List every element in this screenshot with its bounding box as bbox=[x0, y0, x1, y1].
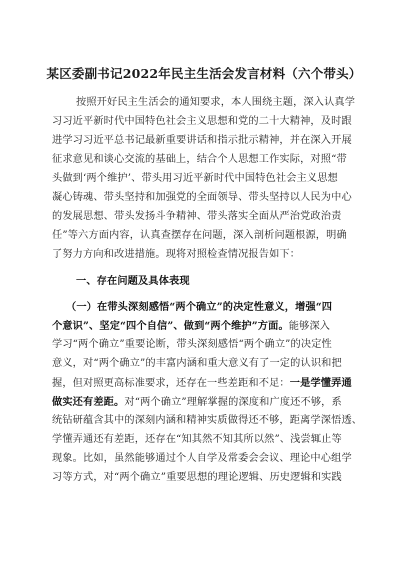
point-heading-cont: 做实还有差距。 bbox=[52, 396, 125, 408]
text-line: 了努力方向和改进措施。现将对照检查情况报告如下： bbox=[52, 249, 301, 260]
text-line: 学习“两个确立”重要论断，带头深刻感悟“两个确立”的决定性 bbox=[52, 339, 332, 350]
text-line: 统钻研蕴含其中的深刻内涵和精神实质做得还不够，距离学深悟透、 bbox=[52, 415, 363, 426]
text-segment: 握，但对照更高标准要求，还存在一些差距和不足： bbox=[52, 378, 290, 389]
text-line bbox=[52, 319, 330, 334]
text-line: 按照开好民主生活会的通知要求，本人围绕主题，深入认真学 bbox=[76, 97, 356, 108]
text-line: 征求意见和谈心交流的基础上，结合个人思想工作实际，对照“带 bbox=[52, 154, 347, 165]
text-line bbox=[52, 376, 352, 391]
text-line bbox=[52, 395, 342, 410]
subsection-heading: （一）在带头深刻感悟“两个确立”的决定性意义，增强“四 bbox=[66, 301, 333, 313]
text-line: 现象。比如，虽然能够通过个人自学及常委会会议、理论中心组学 bbox=[52, 453, 352, 464]
text-segment: 对“两个确立”理解掌握的深度和广度还不够，系 bbox=[124, 397, 342, 408]
subsection-heading-cont: 个意识”、坚定“四个自信”、做到“两个维护”方面。 bbox=[52, 320, 289, 332]
text-line: 进学习习近平总书记最新重要讲话和指示批示精神，并在深入开展 bbox=[52, 135, 352, 146]
text-line: 学懂弄通还有差距，还存在“知其然不知其所以然”、浅尝辄止等 bbox=[52, 434, 342, 445]
text-line: 头做到‘两个维护’、带头用习近平新时代中国特色社会主义思想 bbox=[52, 173, 338, 184]
text-line: 任”等六方面内容，认真查摆存在问题，深入剖析问题根源，明确 bbox=[52, 230, 347, 241]
text-line: 意义，对“两个确立”的丰富内涵和重大意义有了一定的认识和把 bbox=[52, 358, 342, 369]
document-title: 某区委副书记2022年民主生活会发言材料（六个带头） bbox=[46, 66, 362, 81]
text-line: 习习近平新时代中国特色社会主义思想和党的二十大精神，及时跟 bbox=[52, 116, 352, 127]
text-segment: 能够深入 bbox=[288, 321, 331, 332]
section-heading: 一、存在问题及具体表现 bbox=[76, 275, 190, 287]
text-line: 的发展思想、带头发扬斗争精神、带头落实全面从严治党政治责 bbox=[52, 211, 342, 222]
text-line: 凝心铸魂、带头坚持和加强党的全面领导、带头坚持以人民为中心 bbox=[52, 192, 352, 203]
point-heading: 一是学懂弄通 bbox=[289, 377, 352, 389]
text-line: 习等方式，对“两个确立”重要思想的理论逻辑、历史逻辑和实践 bbox=[52, 472, 342, 483]
